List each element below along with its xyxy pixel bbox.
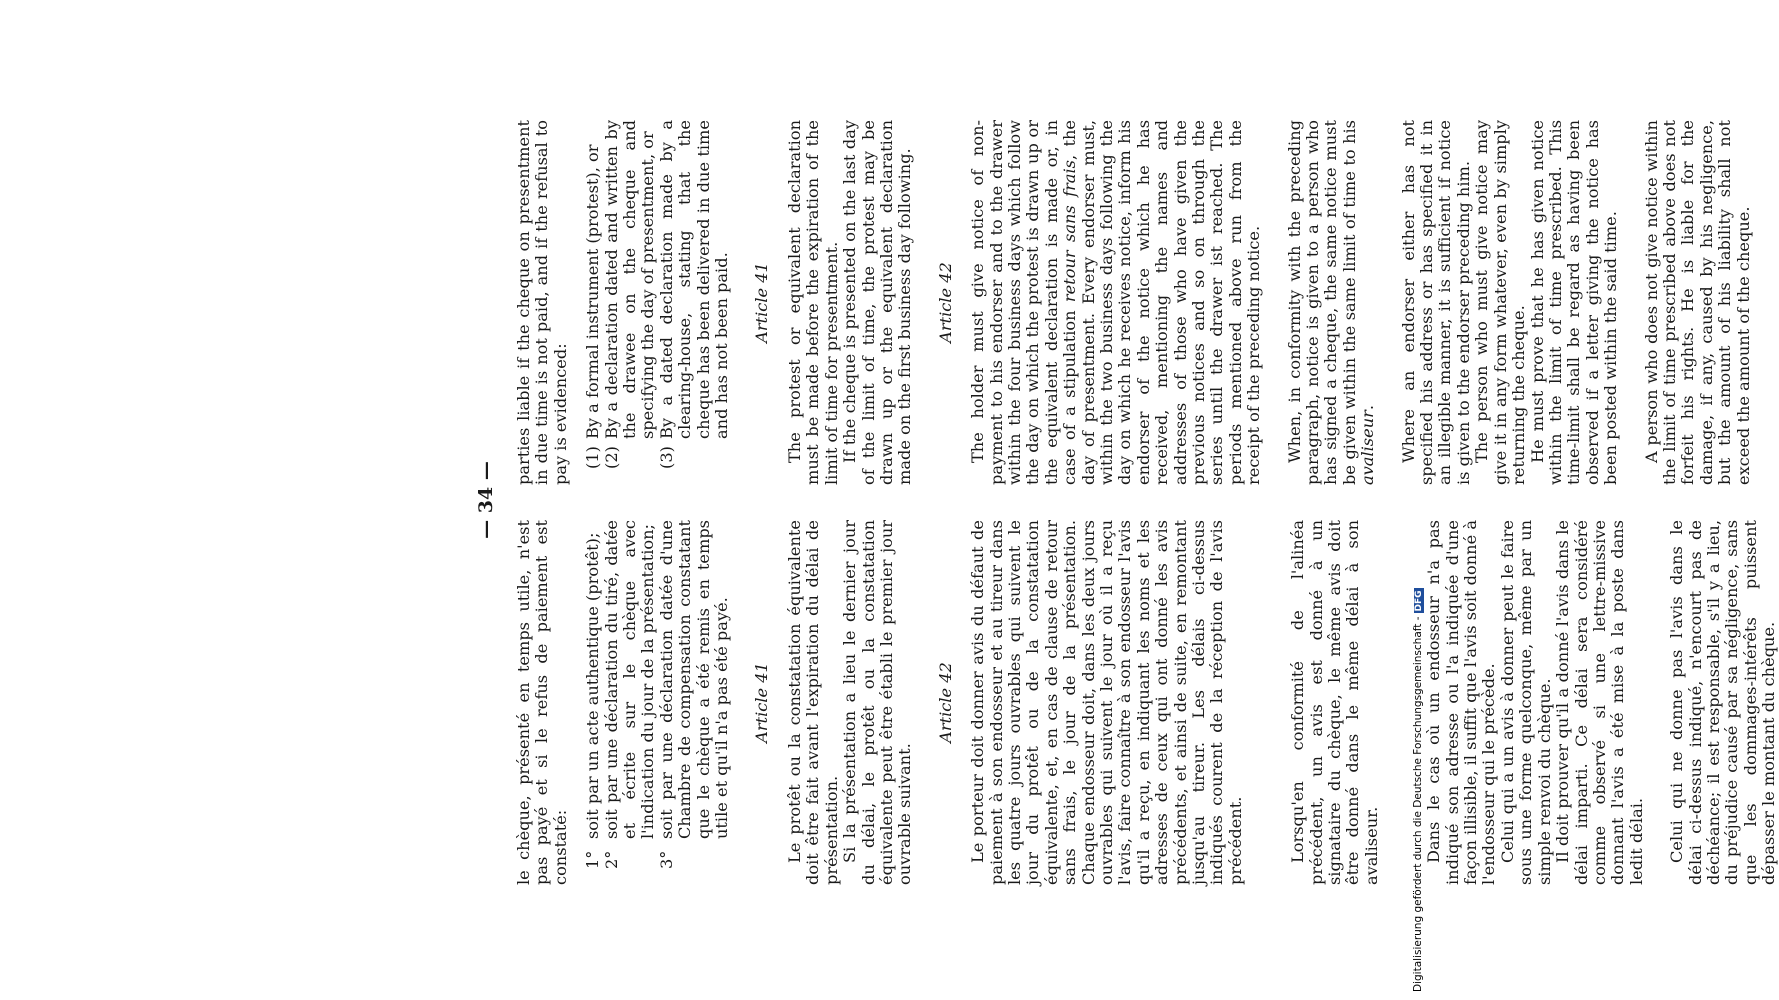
- english-column: [515, 120, 1753, 485]
- fr-art42-paragraph-1: Le porteur doit donner avis du défaut de paiement à son endosseur et au tireur dans les quatre jours ouvrables qui suivent le jour du protêt ou de la constatation équivalente, et, en cas de clause de retour sans frais, le jour de la présentation. Chaque endosseur doit, dans les deux jours ouvrables qui suivent le jour où il a reçu l'avis, faire connaître à son endosseur l'avis qu'il a reçu, en indiquant les noms et les adresses de ceux qui ont donné les avis précédents, et ainsi de suite, en remontant jusqu'au tireur. Les délais ci-dessus indiqués courent de la réception de l'avis précédent.: [968, 520, 1245, 885]
- digitization-stamp: [1412, 588, 1424, 992]
- page-number: — 34 —: [475, 461, 497, 539]
- en-intro: parties liable if the cheque on presentment in due time is not paid, and if the refusal to pay is evidenced:: [514, 120, 570, 485]
- en-item-3-num: (3): [656, 446, 676, 469]
- en-art42-p2-part-a: When, in conformity with the preceding paragraph, notice is given to a person who has signed a cheque, the same notice must be given within the same limit of time to his: [1284, 120, 1359, 485]
- dfg-logo: DFG: [1414, 590, 1424, 612]
- fr-article-41-heading: Article 41: [752, 662, 772, 743]
- en-item-2-num: (2): [601, 446, 621, 469]
- en-art42-paragraph-3: Where an endorser either has not specified his address or has specified it in an illegible manner, it is sufficient if notice is given to the endorser preceding him.: [1398, 120, 1473, 485]
- fr-item-1-text: soit par un acte authentique (protêt);: [583, 532, 603, 839]
- en-item-1: [584, 120, 602, 485]
- fr-art41-paragraph-1: Le protêt ou la constatation équivalente doit être fait avant l'expiration du délai de présentation.: [784, 520, 841, 885]
- fr-art41-paragraph-2: Si la présentation a lieu le dernier jour du délai, le protêt ou la constatation équivalente peut être établi le premier jour ouvrable suivant.: [840, 520, 915, 885]
- en-art42-paragraph-6: A person who does not give notice within the limit of time prescribed above does not forfeit his rights. He is liable for the damage, if any, caused by his negligence, but the amount of his liability shall not exceed the amount of the cheque.: [1641, 120, 1753, 485]
- fr-item-2-text: soit par une déclaration du tiré, datée et écrite sur le chèque avec l'indication du jour de la présentation;: [601, 520, 658, 839]
- en-art41-paragraph-1: The protest or equivalent declaration must be made before the expiration of the limit of time for presentment.: [784, 120, 841, 485]
- fr-item-1: [584, 520, 602, 885]
- fr-intro: le chèque, présenté en temps utile, n'est pas payé et si le refus de paiement est constaté:: [514, 520, 570, 885]
- en-item-3-text: By a dated declaration made by a clearing-house, stating that the cheque has been delivered in due time and has not been paid.: [656, 120, 732, 439]
- fr-item-2-num: 2°: [601, 850, 621, 869]
- en-art42-p1-part-a: The holder must give notice of non-payment to his endorser and to the drawer within the four business days which follow the day on which the protest is drawn up or the equivalent declaration is made or, in case of a stipulation: [968, 120, 1080, 485]
- fr-art42-paragraph-5: Il doit prouver qu'il a donné l'avis dans le délai imparti. Ce délai sera considéré comme observé si une lettre-missive donnant l'avis a été mise à la poste dans ledit délai.: [1553, 520, 1646, 885]
- en-article-41-heading: Article 41: [752, 262, 772, 343]
- en-art42-p1-italic: retour sans frais: [1060, 160, 1080, 303]
- fr-art42-paragraph-2: Lorsqu'en conformité de l'alinéa précédent, un avis est donné à un signataire du chèque, le même avis doit être donné dans le même délai à son avaliseur.: [1288, 520, 1381, 885]
- en-item-1-num: (1): [583, 446, 603, 469]
- en-art42-paragraph-1: [969, 120, 1264, 485]
- en-art42-paragraph-5: He must prove that he has given notice within the limit of time prescribed. This time-limit shall be regard as having been observed if a letter giving the notice has been posted within the said time.: [1527, 120, 1621, 485]
- fr-article-42-heading: Article 42: [935, 662, 955, 743]
- en-item-1-text: By a formal instrument (protest), or: [583, 144, 603, 439]
- en-art41-paragraph-2: If the cheque is presented on the last day of the limit of time, the protest may be drawn up or the equivalent declaration made on the first business day following.: [840, 120, 915, 485]
- fr-item-3-num: 3°: [656, 850, 676, 869]
- en-item-3: [658, 120, 732, 485]
- en-art42-paragraph-2: [1286, 120, 1378, 485]
- fr-art42-paragraph-6: Celui qui ne donne pas l'avis dans le délai ci-dessus indiqué, n'encourt pas de déchéance; il est responsable, s'il y a lieu, du préjudice causé par sa négligence, sans que les dommages-intérêts puissent dépasser le montant du chèque.: [1667, 520, 1779, 885]
- en-art42-p2-italic: avaliseur: [1358, 410, 1378, 485]
- fr-art42-paragraph-3: Dans le cas où un endosseur n'a pas indiqué son adresse ou l'a indiquée d'une façon illisible, il suffit que l'avis soit donné à l'endosseur qui le précède.: [1424, 520, 1499, 885]
- fr-item-3: [658, 520, 732, 885]
- french-column: [515, 520, 1779, 885]
- digitization-stamp-text: Digitalisierung gefördert durch die Deutsche Forschungsgemeinschaft -: [1412, 616, 1424, 992]
- en-item-2: [603, 120, 658, 485]
- en-art42-p1-part-b: , the day of presentment. Every endorser must, within the two business days following the day on which he receives notice, inform his endorser of the notice which he has received, mentioning the names and addresses of those who have given the previous notices and so on through the series until the drawer ist reached. The periods mentioned above run from the receipt of the preceding notice.: [1060, 120, 1264, 485]
- en-art42-p2-part-b: .: [1358, 404, 1378, 411]
- fr-item-1-num: 1°: [583, 850, 603, 869]
- en-article-42-heading: Article 42: [935, 262, 955, 343]
- fr-art42-paragraph-4: Celui qui a un avis à donner peut le faire sous une forme quelconque, même par un simple renvoi du chèque.: [1497, 520, 1554, 885]
- fr-item-2: [603, 520, 658, 885]
- fr-item-3-text: soit par une déclaration datée d'une Chambre de compensation constatant que le chèque a été remis en temps utile et qu'il n'a pas été payé.: [656, 520, 732, 839]
- en-art42-paragraph-4: The person who must give notice may give it in any form whatever, even by simply returning the cheque.: [1472, 120, 1529, 485]
- en-item-2-text: By a declaration dated and written by the drawee on the cheque and specifying the day of presentment, or: [601, 120, 658, 439]
